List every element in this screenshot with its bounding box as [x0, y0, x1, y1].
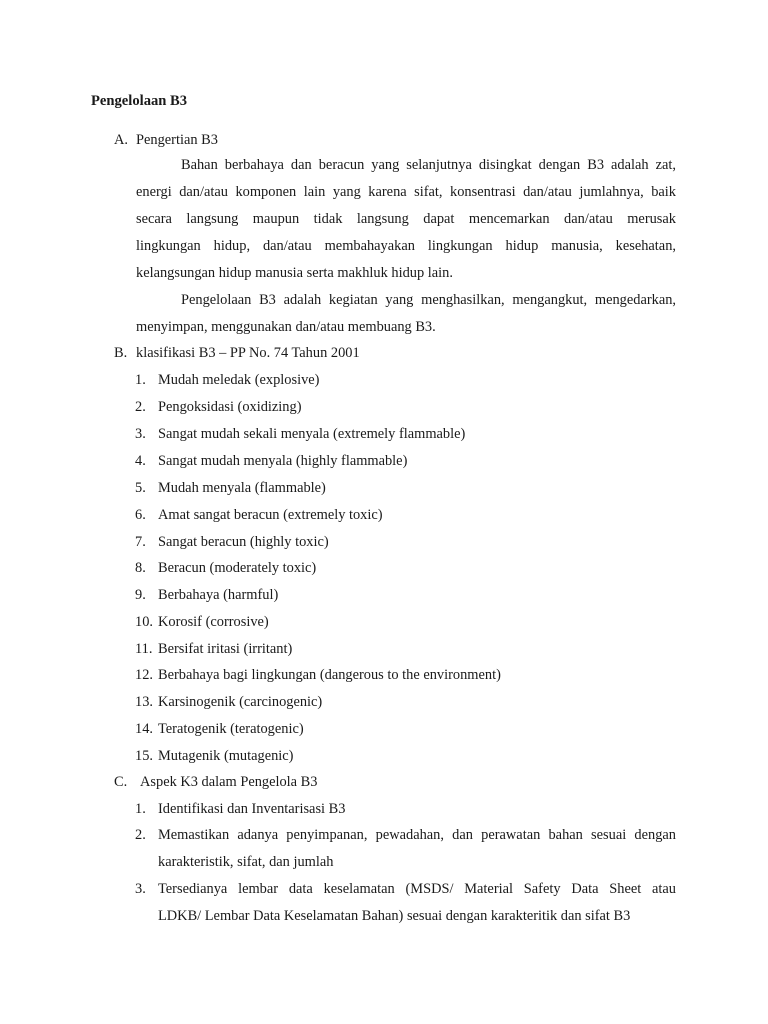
- list-item: [0, 507, 768, 529]
- definition-paragraph-line: secara langsung maupun tidak langsung dapat mencemarkan dan/atau merusak: [136, 211, 676, 227]
- list-item: [0, 480, 768, 502]
- list-item-label: Identifikasi dan Inventarisasi B3: [158, 801, 346, 817]
- list-item: [0, 694, 768, 716]
- list-item-label: Bersifat iritasi (irritant): [158, 641, 293, 657]
- list-item-label-line: karakteristik, sifat, dan jumlah: [158, 854, 334, 870]
- management-paragraph-line: menyimpan, menggunakan dan/atau membuang B3.: [136, 319, 436, 335]
- document-title: Pengelolaan B3: [91, 93, 188, 109]
- list-item-label: Pengoksidasi (oxidizing): [158, 399, 302, 415]
- list-item-number: 5.: [135, 480, 146, 496]
- section-a-marker: A.: [114, 132, 128, 148]
- list-item: [0, 560, 768, 582]
- list-item: [0, 801, 768, 823]
- list-item-label-line: Memastikan adanya penyimpanan, pewadahan, dan perawatan bahan sesuai dengan: [158, 827, 676, 843]
- list-item-label-line: Tersedianya lembar data keselamatan (MSDS/ Material Safety Data Sheet atau: [158, 881, 676, 897]
- list-item-number: 2.: [135, 827, 146, 843]
- list-item: [0, 587, 768, 609]
- list-item-number: 11.: [135, 641, 153, 657]
- list-item-number: 1.: [135, 372, 146, 388]
- list-item-label: Beracun (moderately toxic): [158, 560, 317, 576]
- list-item-number: 3.: [135, 881, 146, 897]
- management-paragraph-line: Pengelolaan B3 adalah kegiatan yang menghasilkan, mengangkut, mengedarkan,: [181, 292, 676, 308]
- list-item-number: 13.: [135, 694, 153, 710]
- definition-paragraph-line: energi dan/atau komponen lain yang karena sifat, konsentrasi dan/atau jumlahnya, baik: [136, 184, 676, 200]
- list-item: [0, 426, 768, 448]
- list-item-label: Korosif (corrosive): [158, 614, 269, 630]
- list-item: [0, 667, 768, 689]
- list-item-label-line: LDKB/ Lembar Data Keselamatan Bahan) sesuai dengan karakteritik dan sifat B3: [158, 908, 631, 924]
- list-item-number: 15.: [135, 748, 153, 764]
- list-item-label: Amat sangat beracun (extremely toxic): [158, 507, 383, 523]
- section-c-heading: Aspek K3 dalam Pengelola B3: [140, 774, 318, 790]
- list-item-number: 9.: [135, 587, 146, 603]
- list-item-label: Sangat beracun (highly toxic): [158, 534, 329, 550]
- section-a-heading: Pengertian B3: [136, 132, 218, 148]
- list-item: [0, 748, 768, 770]
- list-item-label: Mudah menyala (flammable): [158, 480, 326, 496]
- list-item-label: Mudah meledak (explosive): [158, 372, 320, 388]
- list-item: [0, 453, 768, 475]
- definition-paragraph-line: lingkungan hidup, dan/atau membahayakan lingkungan hidup manusia, kesehatan,: [136, 238, 676, 254]
- list-item: [0, 372, 768, 394]
- definition-paragraph-line: Bahan berbahaya dan beracun yang selanjutnya disingkat dengan B3 adalah zat,: [181, 157, 676, 173]
- definition-paragraph-line: kelangsungan hidup manusia serta makhluk hidup lain.: [136, 265, 453, 281]
- list-item: [0, 399, 768, 421]
- section-b-marker: B.: [114, 345, 128, 361]
- list-item-number: 7.: [135, 534, 146, 550]
- list-item-number: 10.: [135, 614, 153, 630]
- list-item-label: Sangat mudah menyala (highly flammable): [158, 453, 408, 469]
- list-item-number: 2.: [135, 399, 146, 415]
- list-item: [0, 641, 768, 663]
- list-item: [0, 614, 768, 636]
- list-item-number: 1.: [135, 801, 146, 817]
- list-item-label: Mutagenik (mutagenic): [158, 748, 294, 764]
- list-item-number: 12.: [135, 667, 153, 683]
- list-item-number: 6.: [135, 507, 146, 523]
- list-item-label: Berbahaya bagi lingkungan (dangerous to the environment): [158, 667, 501, 683]
- list-item-number: 14.: [135, 721, 153, 737]
- list-item-number: 3.: [135, 426, 146, 442]
- list-item-label: Berbahaya (harmful): [158, 587, 279, 603]
- list-item: [0, 721, 768, 743]
- list-item-number: 4.: [135, 453, 146, 469]
- list-item-label: Teratogenik (teratogenic): [158, 721, 304, 737]
- section-c-marker: C.: [114, 774, 128, 790]
- list-item-label: Sangat mudah sekali menyala (extremely flammable): [158, 426, 466, 442]
- section-b-heading: klasifikasi B3 – PP No. 74 Tahun 2001: [136, 345, 360, 361]
- list-item: [0, 534, 768, 556]
- list-item-number: 8.: [135, 560, 146, 576]
- list-item-label: Karsinogenik (carcinogenic): [158, 694, 323, 710]
